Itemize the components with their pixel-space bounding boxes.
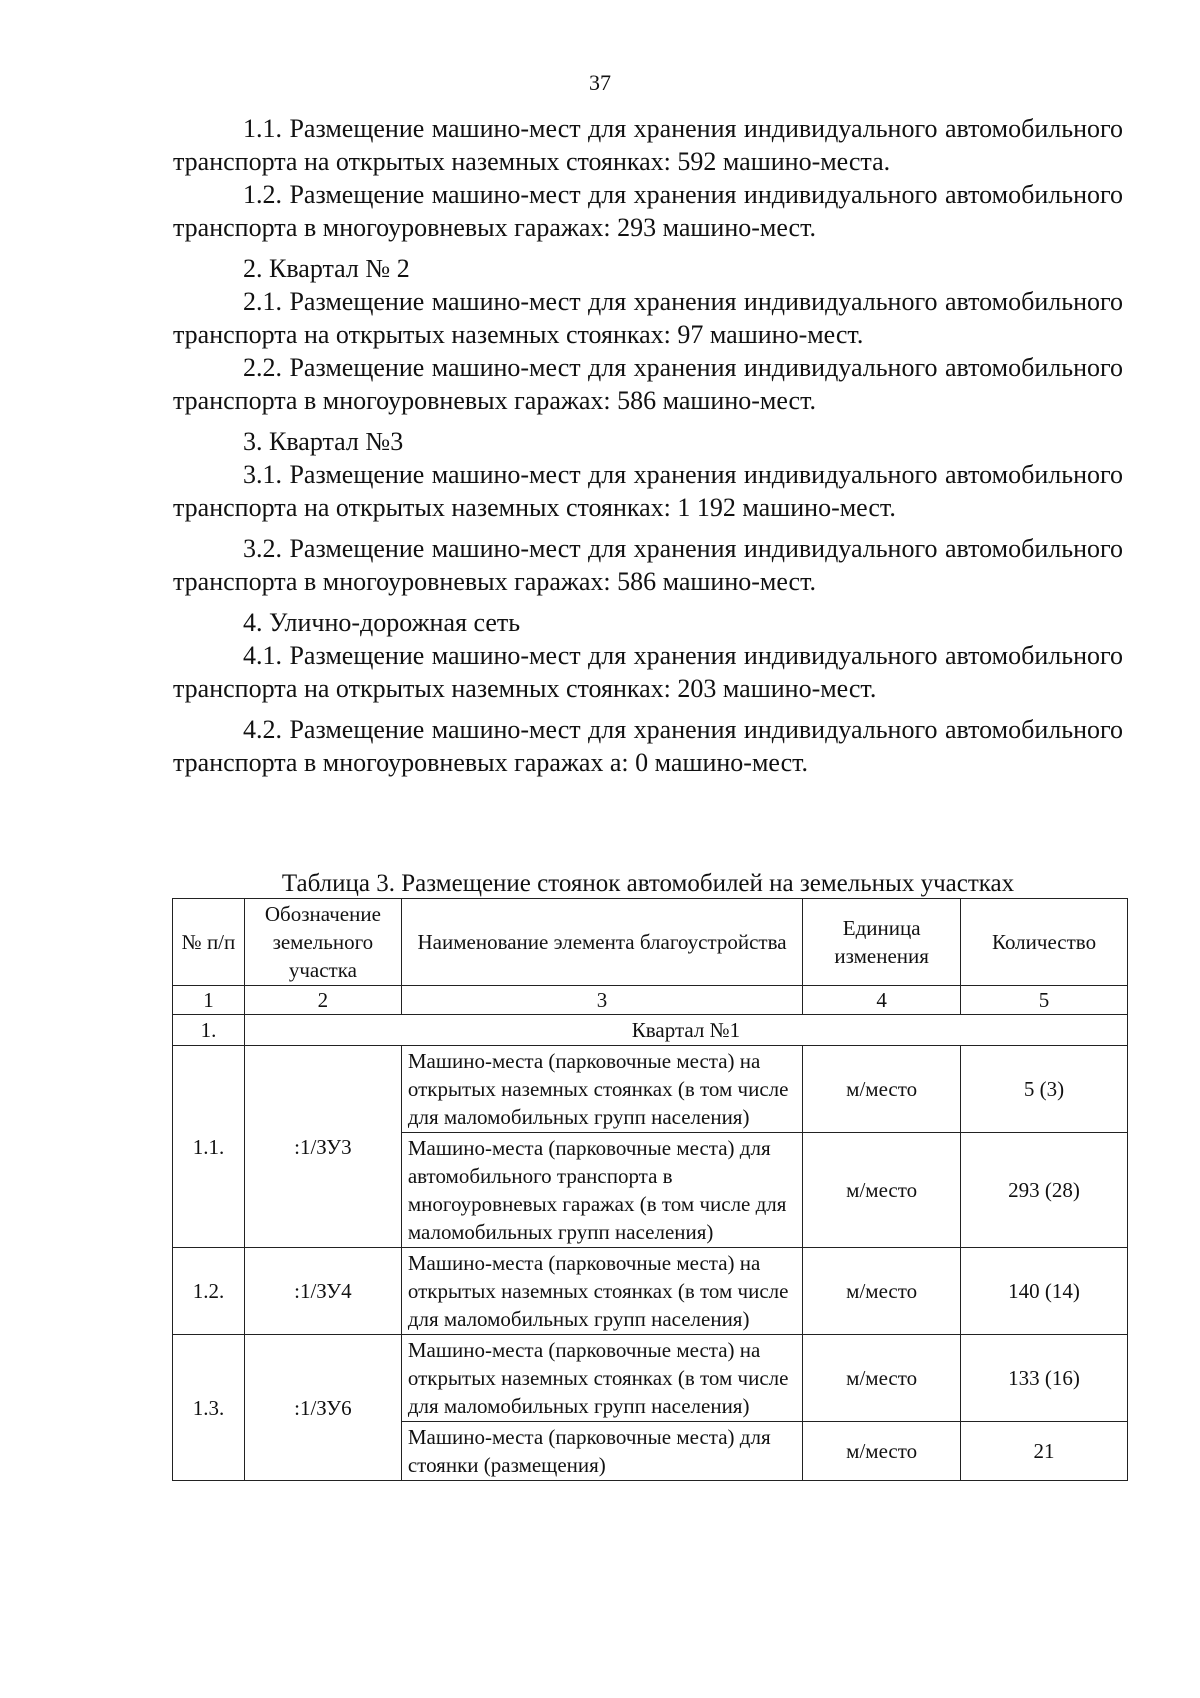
row-plot: :1/ЗУ6 (244, 1335, 401, 1481)
table-row (173, 1046, 1128, 1133)
row-unit: м/место (803, 1046, 961, 1133)
paragraph-2-1: 2.1. Размещение машино-мест для хранения индивидуального автомобильного транспорта на открытых наземных стоянках: 97 машино-мест. (173, 287, 1123, 349)
row-unit: м/место (803, 1248, 961, 1335)
row-unit: м/место (803, 1422, 961, 1481)
row-quantity: 21 (961, 1422, 1128, 1481)
row-plot: :1/ЗУ4 (244, 1248, 401, 1335)
paragraph-2-2: 2.2. Размещение машино-мест для хранения индивидуального автомобильного транспорта в многоуровневых гаражах: 586 машино-мест. (173, 353, 1123, 415)
paragraph-3-1: 3.1. Размещение машино-мест для хранения индивидуального автомобильного транспорта на открытых наземных стоянках: 1 192 машино-мест. (173, 460, 1123, 522)
row-number: 1.3. (173, 1335, 245, 1481)
paragraph-1-1: 1.1. Размещение машино-мест для хранения индивидуального автомобильного транспорта на открытых наземных стоянках: 592 машино-места. (173, 114, 1123, 176)
row-unit: м/место (803, 1335, 961, 1422)
section-title: Квартал №1 (244, 1015, 1127, 1046)
column-number: 4 (803, 986, 961, 1015)
section-number: 1. (173, 1015, 245, 1046)
paragraph-1-2: 1.2. Размещение машино-мест для хранения индивидуального автомобильного транспорта в многоуровневых гаражах: 293 машино-мест. (173, 180, 1123, 242)
table-section-row (173, 1015, 1128, 1046)
row-plot: :1/ЗУ3 (244, 1046, 401, 1248)
column-number: 5 (961, 986, 1128, 1015)
paragraph-3-2: 3.2. Размещение машино-мест для хранения индивидуального автомобильного транспорта в многоуровневых гаражах: 586 машино-мест. (173, 534, 1123, 596)
row-element-name: Машино-места (парковочные места) на открытых наземных стоянках (в том числе для маломобильных групп населения) (401, 1248, 802, 1335)
table-column-numbers-row (173, 986, 1128, 1015)
header-quantity: Количество (961, 899, 1128, 986)
column-number: 3 (401, 986, 802, 1015)
header-plot: Обозначение земельного участка (244, 899, 401, 986)
table-row (173, 1248, 1128, 1335)
heading-street-network: 4. Улично-дорожная сеть (243, 608, 521, 637)
heading-quarter-3: 3. Квартал №3 (243, 427, 404, 456)
document-body (173, 112, 1123, 779)
table-header-row (173, 899, 1128, 986)
page-number: 37 (589, 70, 611, 95)
row-element-name: Машино-места (парковочные места) для автомобильного транспорта в многоуровневых гаражах (в том числе для маломобильных групп населения) (401, 1133, 802, 1248)
table-row (173, 1335, 1128, 1422)
column-number: 1 (173, 986, 245, 1015)
row-unit: м/место (803, 1133, 961, 1248)
table-caption: Таблица 3. Размещение стоянок автомобилей на земельных участках (281, 870, 1015, 897)
row-number: 1.1. (173, 1046, 245, 1248)
row-quantity: 133 (16) (961, 1335, 1128, 1422)
parking-table (172, 898, 1128, 1481)
row-quantity: 293 (28) (961, 1133, 1128, 1248)
column-number: 2 (244, 986, 401, 1015)
paragraph-4-1: 4.1. Размещение машино-мест для хранения индивидуального автомобильного транспорта на открытых наземных стоянках: 203 машино-мест. (173, 641, 1123, 703)
header-number: № п/п (173, 899, 245, 986)
header-element-name: Наименование элемента благоустройства (401, 899, 802, 986)
row-quantity: 140 (14) (961, 1248, 1128, 1335)
row-element-name: Машино-места (парковочные места) на открытых наземных стоянках (в том числе для маломобильных групп населения) (401, 1335, 802, 1422)
row-number: 1.2. (173, 1248, 245, 1335)
header-unit: Единица изменения (803, 899, 961, 986)
heading-quarter-2: 2. Квартал № 2 (243, 254, 410, 283)
row-element-name: Машино-места (парковочные места) на открытых наземных стоянках (в том числе для маломобильных групп населения) (401, 1046, 802, 1133)
row-element-name: Машино-места (парковочные места) для стоянки (размещения) (401, 1422, 802, 1481)
row-quantity: 5 (3) (961, 1046, 1128, 1133)
paragraph-4-2: 4.2. Размещение машино-мест для хранения индивидуального автомобильного транспорта в многоуровневых гаражах а: 0 машино-мест. (173, 715, 1123, 777)
